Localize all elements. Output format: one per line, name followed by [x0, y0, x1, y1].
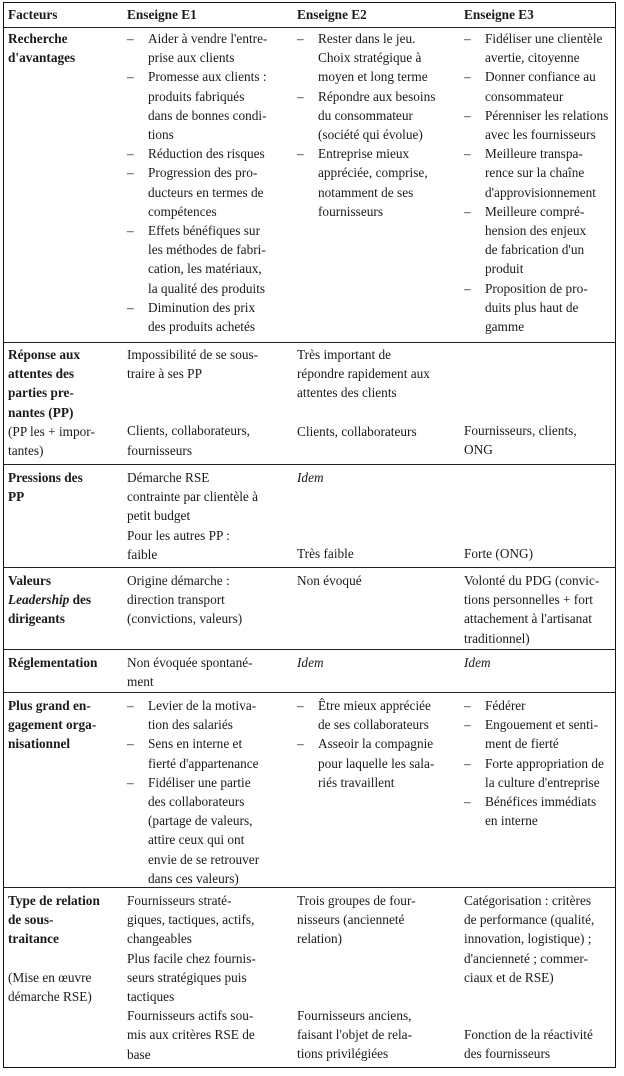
cell-text: Volonté du PDG (convic-	[464, 573, 600, 588]
list-item-line: en interne	[485, 813, 538, 829]
row-label	[5, 29, 121, 67]
list-item-line: avertie, citoyenne	[485, 50, 580, 66]
cell-text: (convictions, valeurs)	[127, 611, 243, 627]
row-label-line: parties pre-	[8, 385, 74, 401]
list-item-line: riés travaillent	[318, 774, 395, 790]
cell-e2	[293, 891, 463, 1063]
list-item-line: Donner confiance au	[485, 69, 596, 85]
bullet-dash: –	[127, 736, 134, 752]
cell-text: Très important de	[297, 347, 392, 362]
list-item-line: Effets bénéfiques sur	[148, 223, 261, 239]
list-item	[297, 696, 461, 734]
list-item-line: avec les fournisseurs	[485, 127, 596, 143]
list-item-line: des produits achetés	[148, 319, 256, 335]
bullet-dash: –	[127, 146, 134, 162]
bullet-dash: –	[127, 69, 134, 85]
cell-text: fournisseurs	[127, 442, 192, 458]
bullet-dash: –	[297, 88, 304, 104]
cell-text: Non évoquée spontané-	[127, 655, 253, 670]
cell-text: des fournisseurs	[464, 1046, 551, 1062]
list-item-line: pour laquelle les sala-	[318, 755, 435, 771]
list-item-line: rence sur la chaîne	[485, 165, 585, 181]
row-label-italic: Leadership	[8, 592, 70, 608]
row-separator	[3, 649, 616, 650]
list-item-line: Réduction des risques	[148, 146, 265, 162]
cell-text: Forte (ONG)	[464, 546, 534, 561]
row-separator	[3, 887, 616, 888]
cell-text: Démarche RSE	[127, 470, 210, 485]
list-item-line: Fidéliser une clientèle	[485, 31, 603, 46]
row-label-line: attentes des	[8, 366, 75, 382]
list-item-line: Engouement et senti-	[485, 717, 598, 733]
bullet-list	[464, 29, 617, 336]
row-sublabel: (Mise en œuvre	[8, 969, 92, 985]
row-label-line: dirigeants	[8, 611, 65, 627]
row-label	[5, 571, 121, 629]
cell-text: tactiques	[127, 989, 175, 1005]
list-item-line: Pérenniser les relations	[485, 107, 609, 123]
list-item-line: cation, les matériaux,	[148, 261, 262, 277]
cell-text: répondre rapidement aux	[297, 366, 430, 382]
comparison-table	[3, 2, 619, 1070]
list-item-line: Proposition de pro-	[485, 280, 588, 296]
list-item-line: Bénéfices immédiats	[485, 794, 597, 810]
cell-text: Fournisseurs straté-	[127, 893, 232, 908]
cell-text: tions personnelles + fort	[464, 592, 593, 608]
list-item	[464, 106, 617, 144]
cell-e1	[123, 696, 293, 888]
bullet-dash: –	[127, 698, 134, 713]
row-separator	[3, 464, 616, 465]
row-label-part: des	[69, 592, 92, 608]
cell-e2	[293, 696, 463, 792]
list-item-line: Progression des pro-	[148, 165, 258, 181]
list-item-line: duits plus haut de	[485, 299, 579, 315]
list-item-line: les méthodes de fabri-	[148, 242, 266, 258]
row-label-line: Pressions des	[8, 470, 83, 485]
list-item-line: fierté d'appartenance	[148, 755, 259, 771]
cell-text: traditionnel)	[464, 630, 530, 646]
cell-e3	[462, 29, 619, 336]
list-item-line: notamment de ses	[318, 184, 414, 200]
cell-text: traire à ses PP	[127, 366, 202, 382]
list-item-line: Levier de la motiva-	[148, 698, 257, 713]
cell-text: attachement à l'artisanat	[464, 611, 592, 627]
list-item-line: ment de fierté	[485, 736, 559, 752]
list-item-line: Être mieux appréciée	[318, 698, 431, 713]
row-label	[5, 653, 121, 672]
list-item-line: (partage de valeurs,	[148, 813, 253, 829]
cell-text: Plus facile chez fournis-	[127, 950, 256, 966]
list-item	[297, 144, 461, 221]
list-item-line: du consommateur	[318, 107, 413, 123]
cell-e2	[293, 571, 463, 590]
list-item	[297, 29, 461, 87]
cell-text: innovation, logistique) ;	[464, 931, 592, 947]
row-label-line: Plus grand en-	[8, 698, 91, 713]
list-item-line: gamme	[485, 319, 525, 335]
list-item-line: moyen et long terme	[318, 69, 428, 85]
list-item-line: des collaborateurs	[148, 794, 245, 810]
list-item-line: compétences	[148, 203, 217, 219]
row-label-line: gagement orga-	[8, 717, 97, 733]
cell-e1	[123, 571, 293, 629]
list-item	[127, 696, 291, 734]
cell-text: giques, tactiques, actifs,	[127, 912, 255, 928]
list-item-line: Aider à vendre l'entre-	[148, 31, 268, 46]
list-item-line: hension des enjeux	[485, 223, 587, 239]
list-item	[464, 792, 617, 830]
list-item-line: dans de bonnes condi-	[148, 107, 267, 123]
cell-e1	[123, 468, 293, 564]
cell-text: Clients, collaborateurs,	[127, 423, 250, 439]
bullet-dash: –	[464, 203, 471, 219]
header-e1: Enseigne E1	[127, 7, 197, 22]
list-item	[127, 298, 291, 336]
cell-text: Idem	[297, 655, 324, 670]
cell-text: d'ancienneté ; commer-	[464, 950, 588, 966]
bullet-dash: –	[464, 794, 471, 810]
list-item-line: Fédérer	[485, 698, 526, 713]
list-item	[464, 696, 617, 715]
list-item	[127, 773, 291, 888]
header-e3: Enseigne E3	[464, 7, 534, 22]
cell-text: attentes des clients	[297, 385, 397, 401]
cell-e2	[293, 29, 463, 221]
row-label-line: PP	[8, 489, 25, 505]
list-item-line: ducteurs en termes de	[148, 184, 264, 200]
list-item-line: produits fabriqués	[148, 88, 245, 104]
cell-e3	[462, 696, 619, 830]
cell-text: Fonction de la réactivité	[464, 1027, 593, 1043]
list-item-line: consommateur	[485, 88, 564, 104]
row-sublabel: démarche RSE)	[8, 988, 92, 1004]
row-label-line: Réponse aux	[8, 347, 81, 362]
cell-text: base	[127, 1046, 151, 1062]
bullet-dash: –	[297, 698, 304, 713]
list-item	[127, 29, 291, 67]
row-label-line: Réglementation	[8, 655, 98, 670]
cell-text: de performance (qualité,	[464, 912, 595, 928]
cell-e3	[462, 571, 619, 648]
cell-e1	[123, 29, 293, 336]
list-item-line: Meilleure transpa-	[485, 146, 583, 162]
list-item-line: Sens en interne et	[148, 736, 243, 752]
list-item	[127, 734, 291, 772]
list-item-line: tion des salariés	[148, 717, 233, 733]
list-item-line: de ses collaborateurs	[318, 717, 429, 733]
cell-text: Origine démarche :	[127, 573, 230, 588]
cell-text: Clients, collaborateurs	[297, 423, 417, 439]
row-separator	[3, 342, 616, 343]
row-label-line: Type de relation	[8, 893, 100, 908]
bullet-dash: –	[297, 736, 304, 752]
list-item-line: Forte appropriation de	[485, 755, 604, 771]
list-item	[127, 163, 291, 221]
list-item	[464, 67, 617, 105]
bullet-dash: –	[127, 774, 134, 790]
cell-text: Idem	[464, 655, 491, 670]
list-item	[297, 87, 461, 145]
row-separator	[3, 692, 616, 693]
list-item	[464, 144, 617, 202]
row-label	[5, 891, 121, 1006]
row-label-line: d'avantages	[8, 50, 76, 66]
list-item-line: tions	[148, 127, 174, 143]
cell-e1	[123, 653, 293, 691]
cell-text: faible	[127, 546, 158, 562]
list-item-line: Asseoir la compagnie	[318, 736, 434, 752]
bullet-dash: –	[464, 31, 471, 46]
bullet-dash: –	[464, 698, 471, 713]
list-item-line: d'approvisionnement	[485, 184, 596, 200]
list-item-line: de fabrication d'un	[485, 242, 585, 258]
cell-text: Fournisseurs actifs sou-	[127, 1008, 254, 1024]
list-item-line: (société qui évolue)	[318, 127, 423, 143]
cell-text: changeables	[127, 931, 192, 947]
list-item-line: Entreprise mieux	[318, 146, 410, 162]
list-item-line: envie de se retrouver	[148, 851, 260, 867]
list-item	[464, 754, 617, 792]
cell-e2	[293, 345, 463, 441]
bullet-dash: –	[464, 280, 471, 296]
cell-text: Très faible	[297, 546, 354, 562]
list-item-line: appréciée, comprise,	[318, 165, 428, 181]
row-label-line	[8, 590, 119, 609]
row-label-line: Recherche	[8, 31, 68, 46]
list-item-line: Répondre aux besoins	[318, 88, 436, 104]
list-item-line: Meilleure compré-	[485, 203, 585, 219]
cell-e3	[462, 891, 619, 1063]
bullet-dash: –	[464, 755, 471, 771]
cell-text: Fournisseurs anciens,	[297, 1007, 412, 1023]
list-item-line: prise aux clients	[148, 50, 235, 66]
list-item-line: la culture d'entreprise	[485, 774, 600, 790]
row-sublabel: (PP les + impor-	[8, 423, 95, 439]
list-item-line: Diminution des prix	[148, 299, 256, 315]
cell-text: Pour les autres PP :	[127, 527, 230, 543]
list-item-line: attire ceux qui ont	[148, 832, 245, 848]
cell-e2	[293, 468, 463, 563]
row-label	[5, 696, 121, 754]
cell-text: faisant l'objet de rela-	[297, 1026, 412, 1042]
cell-text: Impossibilité de se sous-	[127, 347, 259, 362]
row-separator	[3, 567, 616, 568]
list-item-line: la qualité des produits	[148, 280, 266, 296]
list-item-line: dans ces valeurs)	[148, 870, 239, 886]
list-item	[127, 144, 291, 163]
bullet-dash: –	[127, 31, 134, 46]
cell-text: Idem	[297, 470, 324, 485]
list-item	[464, 29, 617, 67]
list-item	[464, 715, 617, 753]
row-label-line: nantes (PP)	[8, 404, 74, 420]
row-separator	[3, 27, 616, 28]
cell-text: mis aux critères RSE de	[127, 1027, 255, 1043]
cell-e3	[462, 345, 619, 459]
bullet-list	[464, 696, 617, 830]
row-sublabel: tantes)	[8, 443, 44, 459]
cell-text: direction transport	[127, 592, 225, 608]
bullet-dash: –	[127, 223, 134, 239]
bullet-list	[297, 696, 461, 792]
cell-e2	[293, 653, 463, 672]
header-e2: Enseigne E2	[297, 7, 367, 22]
bullet-dash: –	[464, 146, 471, 162]
cell-text: Trois groupes de four-	[297, 893, 416, 908]
cell-text: Fournisseurs, clients,	[464, 423, 577, 438]
row-label-line: traitance	[8, 931, 59, 947]
list-item-line: Choix stratégique à	[318, 50, 422, 66]
cell-text: ment	[127, 674, 154, 690]
cell-text: Catégorisation : critères	[464, 893, 592, 908]
cell-text: ONG	[464, 442, 493, 458]
bullet-list	[297, 29, 461, 221]
cell-text: nisseurs (ancienneté	[297, 912, 405, 928]
row-label-line: de sous-	[8, 912, 54, 928]
cell-text: tions privilégiées	[297, 1046, 389, 1062]
row-label-line: nisationnel	[8, 736, 71, 752]
cell-text: petit budget	[127, 508, 191, 524]
bullet-list	[127, 29, 291, 336]
cell-text: ciaux et de RSE)	[464, 969, 554, 985]
list-item-line: Rester dans le jeu.	[318, 31, 416, 46]
bullet-list	[127, 696, 291, 888]
cell-e1	[123, 345, 293, 460]
list-item	[297, 734, 461, 792]
cell-text: seurs stratégiques puis	[127, 969, 247, 985]
bullet-dash: –	[464, 69, 471, 85]
bullet-dash: –	[297, 146, 304, 162]
list-item-line: Promesse aux clients :	[148, 69, 267, 85]
cell-e3	[462, 468, 619, 563]
bullet-dash: –	[297, 31, 304, 46]
list-item-line: Fidéliser une partie	[148, 774, 251, 790]
list-item	[464, 279, 617, 337]
list-item	[464, 202, 617, 279]
cell-text: relation)	[297, 931, 343, 947]
bullet-dash: –	[127, 165, 134, 181]
cell-e1	[123, 891, 293, 1064]
list-item	[127, 221, 291, 298]
bullet-dash: –	[464, 717, 471, 733]
bullet-dash: –	[464, 107, 471, 123]
list-item-line: produit	[485, 261, 524, 277]
row-label	[5, 468, 121, 506]
cell-e3	[462, 653, 619, 672]
cell-text: Non évoqué	[297, 573, 362, 588]
bullet-dash: –	[127, 299, 134, 315]
header-factors: Facteurs	[8, 7, 58, 22]
list-item-line: fournisseurs	[318, 203, 383, 219]
list-item	[127, 67, 291, 144]
cell-text: contrainte par clientèle à	[127, 489, 259, 505]
row-label	[5, 345, 121, 460]
row-label-line: Valeurs	[8, 573, 52, 588]
